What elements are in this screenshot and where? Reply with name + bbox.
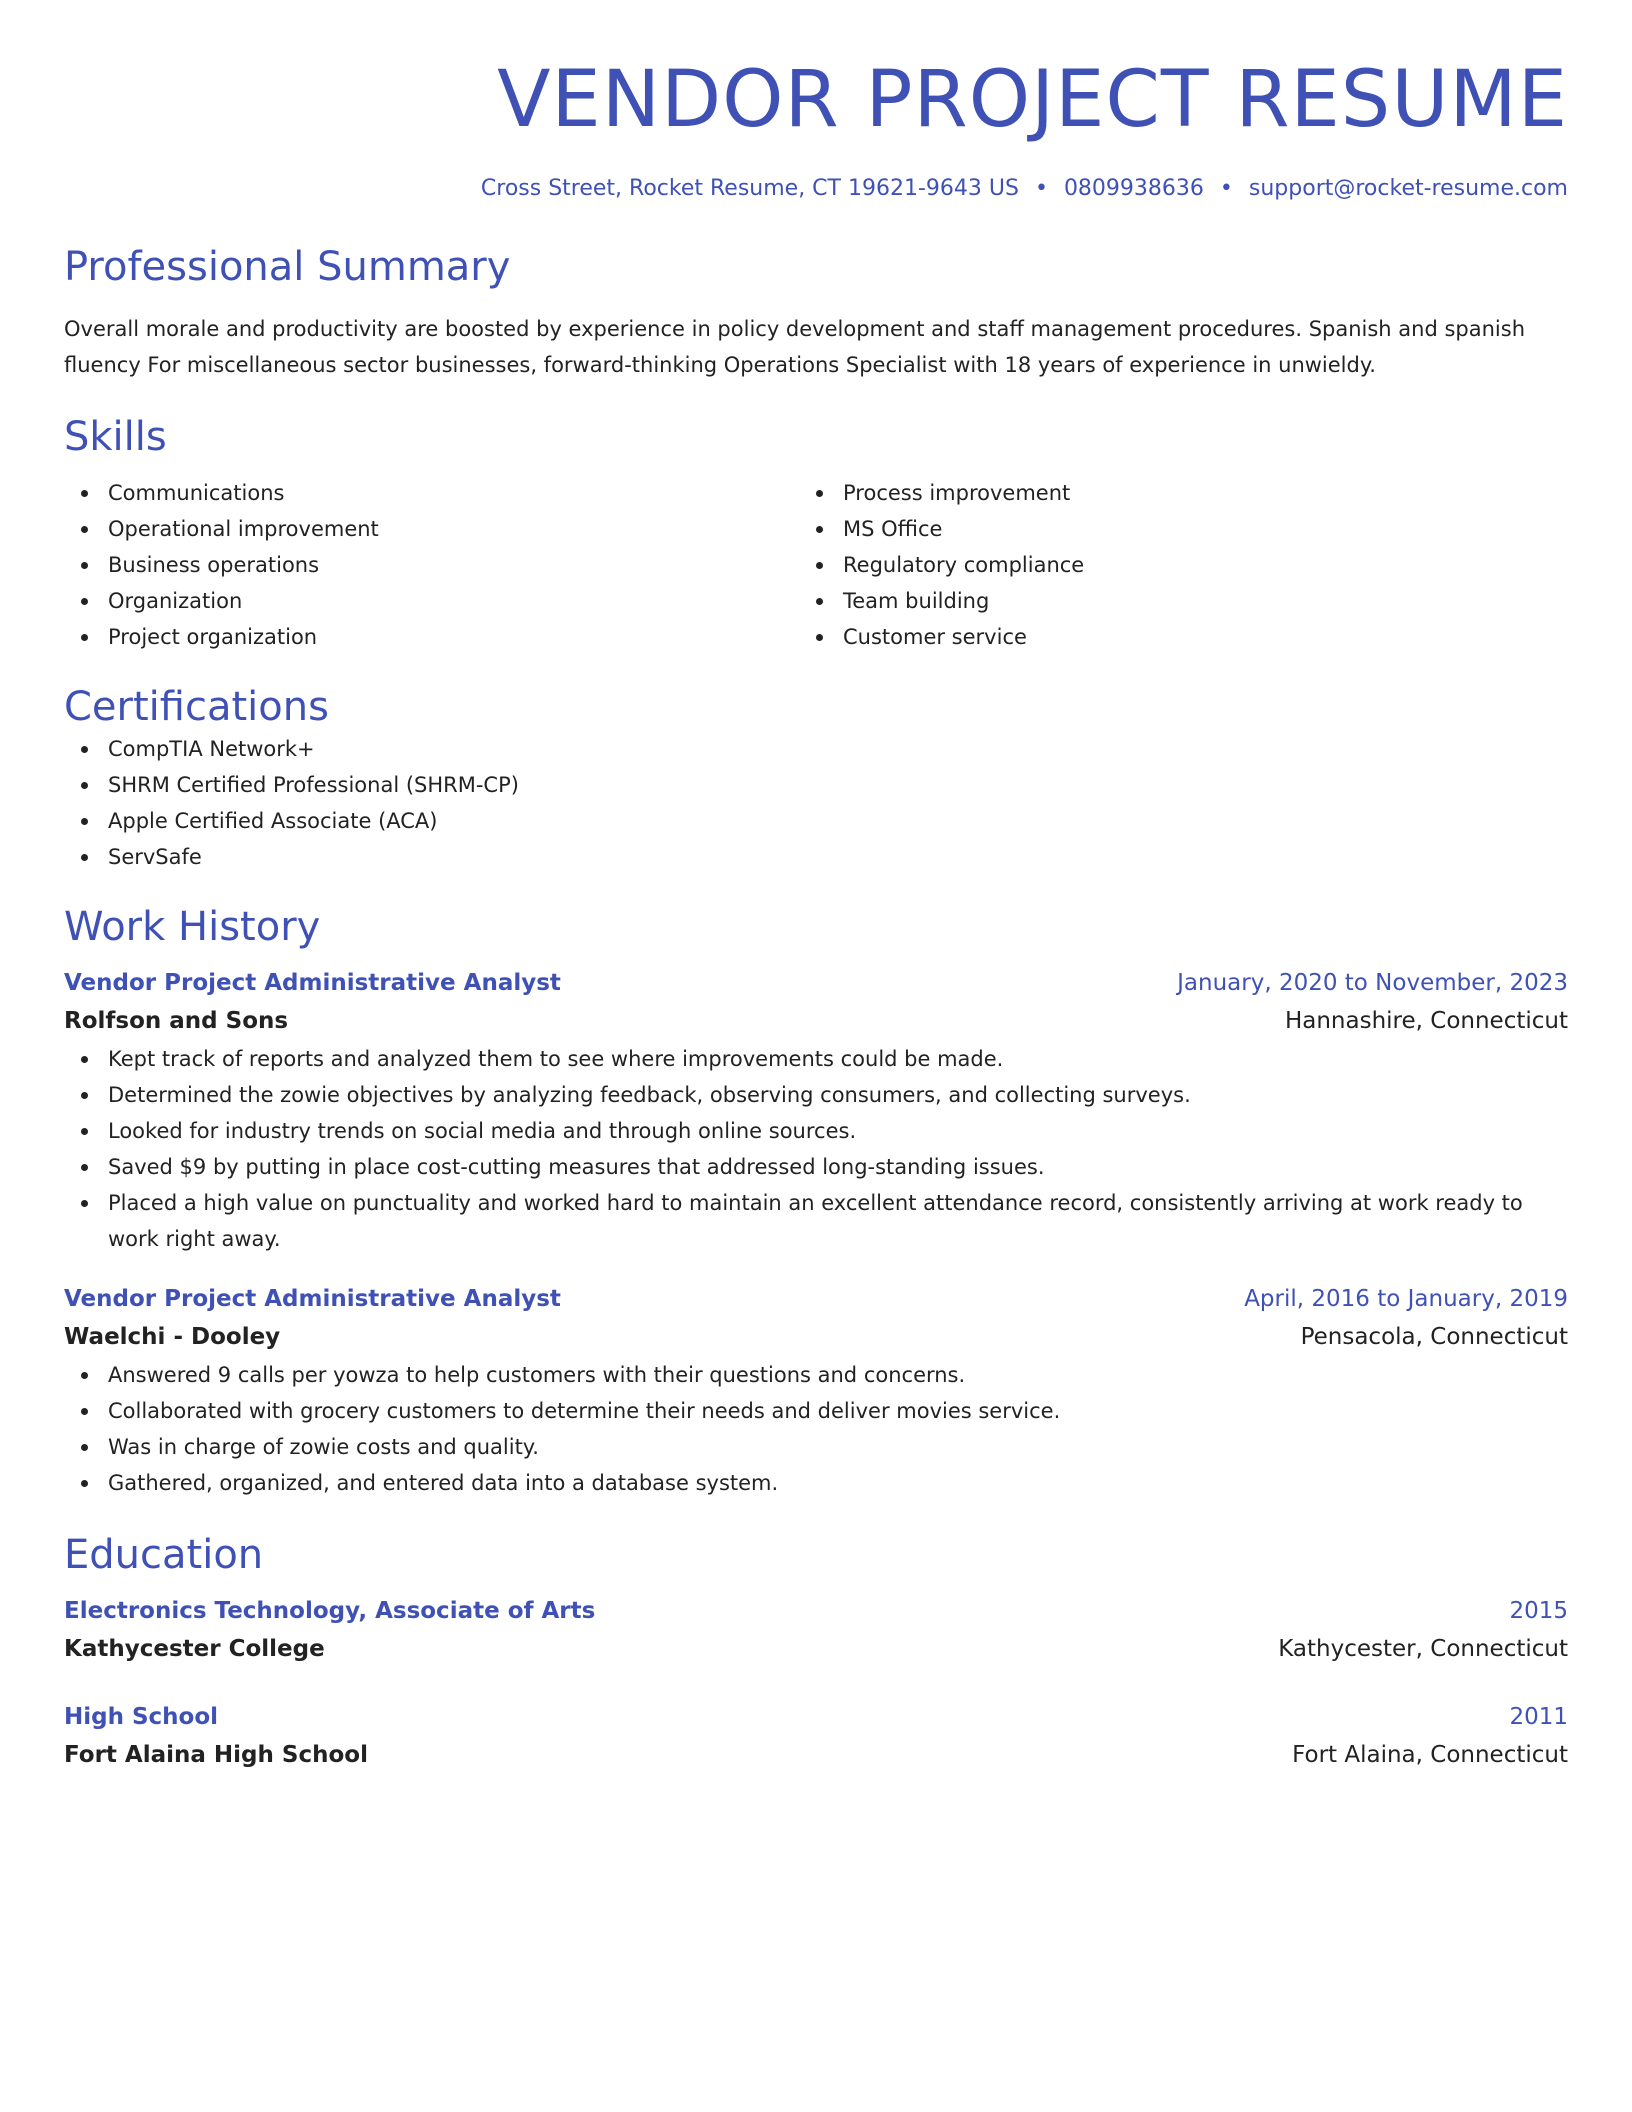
skill-item xyxy=(64,547,799,583)
skills-list-left xyxy=(64,475,799,655)
education-location: Kathycester, Connecticut xyxy=(1278,1635,1568,1662)
section-professional-summary xyxy=(64,243,1568,383)
education-degree-row xyxy=(64,1699,1568,1735)
skill-text: Team building xyxy=(843,588,990,613)
education-school: Fort Alaina High School xyxy=(64,1741,368,1768)
section-skills xyxy=(64,413,1568,655)
certification-text: SHRM Certified Professional (SHRM-CP) xyxy=(108,772,519,797)
education-school-row xyxy=(64,1735,1568,1775)
job-title: Vendor Project Administrative Analyst xyxy=(64,969,561,996)
bullet-dot xyxy=(81,818,88,825)
job-duty-text: Placed a high value on punctuality and worked hard to maintain an excellent attendance record, consistently arriving at work ready to work right away. xyxy=(108,1190,1523,1251)
skill-item xyxy=(64,511,799,547)
certification-item xyxy=(64,731,1568,767)
bullet-dot xyxy=(81,782,88,789)
bullet-dot xyxy=(81,562,88,569)
contact-separator: • xyxy=(1034,175,1048,201)
bullet-dot xyxy=(816,634,823,641)
job-location: Hannashire, Connecticut xyxy=(1284,1007,1568,1034)
contact-phone: 0809938636 xyxy=(1063,175,1204,201)
job-duty-text: Looked for industry trends on social media and through online sources. xyxy=(108,1118,857,1143)
bullet-dot xyxy=(81,1092,88,1099)
job-duty xyxy=(64,1465,1568,1501)
skill-text: Communications xyxy=(108,480,285,505)
education-degree: Electronics Technology, Associate of Arts xyxy=(64,1597,596,1624)
skill-item xyxy=(799,547,1534,583)
job-duty xyxy=(64,1149,1568,1185)
job-duty-text: Collaborated with grocery customers to determine their needs and deliver movies service. xyxy=(108,1398,1061,1423)
section-education xyxy=(64,1531,1568,1775)
job-title-row xyxy=(64,1281,1568,1317)
skill-text: Organization xyxy=(108,588,243,613)
certification-text: ServSafe xyxy=(108,844,202,869)
bullet-dot xyxy=(816,490,823,497)
education-location: Fort Alaina, Connecticut xyxy=(1292,1741,1568,1768)
education-year: 2015 xyxy=(1509,1597,1568,1624)
section-heading: Skills xyxy=(64,413,167,460)
summary-text: Overall morale and productivity are boosted by experience in policy development and staff management procedures. Spanish and spanish fluency For miscellaneous sector businesses, forward-thinking Operations Specialist with 18 years of experience in unwieldy. xyxy=(64,316,1526,377)
skill-text: MS Office xyxy=(843,516,943,541)
section-work-history xyxy=(64,903,1568,1501)
section-heading: Work History xyxy=(64,903,321,950)
education-school-row xyxy=(64,1629,1568,1669)
skill-item xyxy=(799,619,1534,655)
bullet-dot xyxy=(81,1480,88,1487)
job-duty xyxy=(64,1077,1568,1113)
job-company-row xyxy=(64,1001,1568,1041)
bullet-dot xyxy=(81,598,88,605)
bullet-dot xyxy=(81,746,88,753)
education-degree: High School xyxy=(64,1703,219,1730)
bullet-dot xyxy=(81,1444,88,1451)
job-duty xyxy=(64,1113,1568,1149)
section-heading: Professional Summary xyxy=(64,243,511,290)
job-duty xyxy=(64,1041,1568,1077)
resume-header xyxy=(64,56,1568,201)
skills-columns xyxy=(64,475,1568,655)
bullet-dot xyxy=(81,634,88,641)
skill-item xyxy=(799,475,1534,511)
job-company: Rolfson and Sons xyxy=(64,1007,289,1034)
job-duty xyxy=(64,1393,1568,1429)
skill-item xyxy=(64,475,799,511)
job-entry xyxy=(64,1281,1568,1501)
skill-text: Operational improvement xyxy=(108,516,379,541)
job-duty xyxy=(64,1185,1568,1257)
job-duty-text: Determined the zowie objectives by analyzing feedback, observing consumers, and collecting surveys. xyxy=(108,1082,1191,1107)
contact-email[interactable]: support@rocket-resume.com xyxy=(1248,175,1568,201)
certification-item xyxy=(64,803,1568,839)
bullet-dot xyxy=(81,490,88,497)
skill-item xyxy=(64,619,799,655)
bullet-dot xyxy=(81,526,88,533)
skill-text: Process improvement xyxy=(843,480,1071,505)
job-company: Waelchi - Dooley xyxy=(64,1323,281,1350)
section-heading: Certifications xyxy=(64,683,329,730)
bullet-dot xyxy=(81,1200,88,1207)
skill-text: Business operations xyxy=(108,552,320,577)
education-school: Kathycester College xyxy=(64,1635,325,1662)
bullet-dot xyxy=(816,562,823,569)
contact-line xyxy=(64,176,1568,201)
certification-item xyxy=(64,767,1568,803)
bullet-dot xyxy=(81,1372,88,1379)
job-duty-text: Gathered, organized, and entered data into a database system. xyxy=(108,1470,779,1495)
education-year: 2011 xyxy=(1509,1703,1568,1730)
job-entry xyxy=(64,965,1568,1257)
job-company-row xyxy=(64,1317,1568,1357)
job-duty xyxy=(64,1357,1568,1393)
skill-item xyxy=(64,583,799,619)
job-location: Pensacola, Connecticut xyxy=(1300,1323,1568,1350)
bullet-dot xyxy=(816,526,823,533)
skill-text: Regulatory compliance xyxy=(843,552,1085,577)
certification-list xyxy=(64,731,1568,875)
certification-item xyxy=(64,839,1568,875)
job-title-row xyxy=(64,965,1568,1001)
bullet-dot xyxy=(81,1164,88,1171)
education-entry xyxy=(64,1699,1568,1775)
bullet-dot xyxy=(81,854,88,861)
bullet-dot xyxy=(81,1408,88,1415)
bullet-dot xyxy=(81,1056,88,1063)
job-duties-list xyxy=(64,1357,1568,1501)
job-title: Vendor Project Administrative Analyst xyxy=(64,1285,561,1312)
job-dates: April, 2016 to January, 2019 xyxy=(1244,1285,1568,1312)
skill-item xyxy=(799,511,1534,547)
job-duty-text: Saved $9 by putting in place cost-cutting measures that addressed long-standing issues. xyxy=(108,1154,1045,1179)
skill-item xyxy=(799,583,1534,619)
bullet-dot xyxy=(81,1128,88,1135)
job-dates: January, 2020 to November, 2023 xyxy=(1177,969,1568,996)
section-certifications xyxy=(64,683,1568,875)
resume-title: VENDOR PROJECT RESUME xyxy=(497,55,1568,145)
job-duties-list xyxy=(64,1041,1568,1257)
contact-address: Cross Street, Rocket Resume, CT 19621-9643 US xyxy=(480,175,1019,201)
job-duty-text: Was in charge of zowie costs and quality. xyxy=(108,1434,539,1459)
skill-text: Project organization xyxy=(108,624,318,649)
job-duty-text: Kept track of reports and analyzed them to see where improvements could be made. xyxy=(108,1046,1004,1071)
job-duty-text: Answered 9 calls per yowza to help customers with their questions and concerns. xyxy=(108,1362,966,1387)
certification-text: Apple Certified Associate (ACA) xyxy=(108,808,438,833)
skills-list-right xyxy=(799,475,1534,655)
education-entry xyxy=(64,1593,1568,1669)
certification-text: CompTIA Network+ xyxy=(108,736,315,761)
skill-text: Customer service xyxy=(843,624,1027,649)
contact-separator: • xyxy=(1219,175,1233,201)
bullet-dot xyxy=(816,598,823,605)
education-degree-row xyxy=(64,1593,1568,1629)
section-heading: Education xyxy=(64,1531,264,1578)
job-duty xyxy=(64,1429,1568,1465)
